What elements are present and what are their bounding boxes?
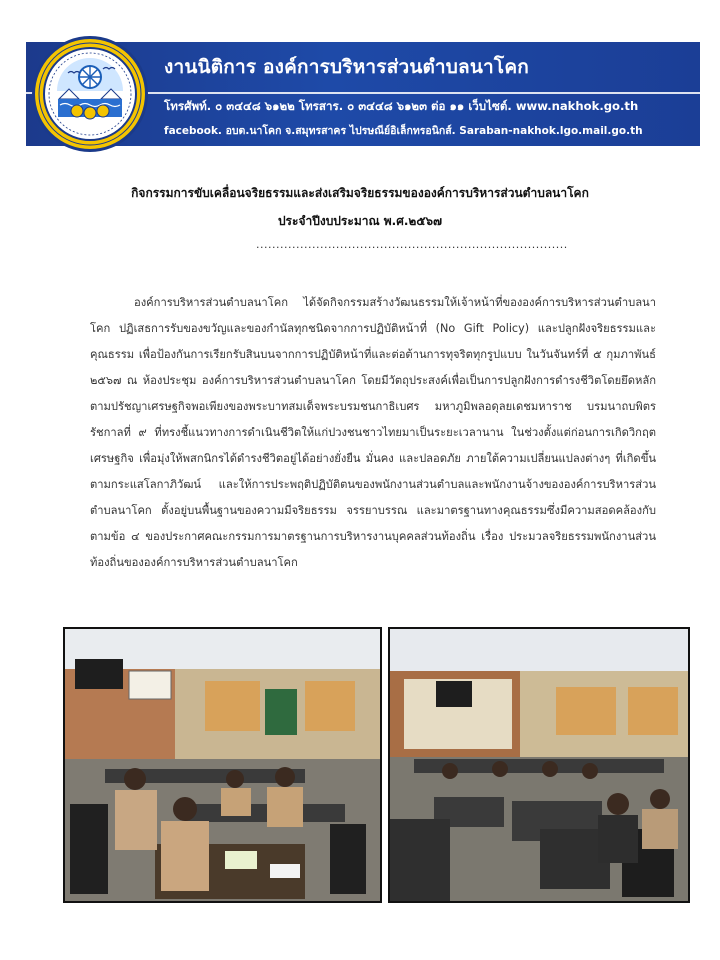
header-banner bbox=[26, 42, 700, 146]
banner-title: งานนิติการ องค์การบริหารส่วนตำบลนาโคก bbox=[164, 56, 529, 78]
title-separator: .............................................................................. bbox=[256, 238, 568, 251]
meeting-room-photo-1 bbox=[63, 627, 382, 903]
document-body: องค์การบริหารส่วนตำบลนาโคก ได้จัดกิจกรรมสร้างวัฒนธรรมให้เจ้าหน้าที่ขององค์การบริหารส่วนตำบลนาโคก ปฏิเสธการรับของขวัญและของกำนัลทุกชนิดจากการปฏิบัติหน้าที่ (No Gift Policy) และปลูกฝังจริยธรรมและคุณธรรม เพื่อป้องกันการเรียกรับสินบนจากการปฏิบัติหน้าที่และต่อต้านการทุจริตทุกรูปแบบ ในวันจันทร์ที่ ๕ กุมภาพันธ์ ๒๕๖๗ ณ ห้องประชุม องค์การบริหารส่วนตำบลนาโคก โดยมีวัตถุประสงค์เพื่อเป็นการปลูกฝังการดำรงชีวิตโดยยึดหลักตามปรัชญาเศรษฐกิจพอเพียงของพระบาทสมเด็จพระบรมชนกาธิเบศร มหาภูมิพลอดุลยเดชมหาราช บรมนาถบพิตร รัชกาลที่ ๙ ที่ทรงชี้แนวทางการดำเนินชีวิตให้แก่ปวงชนชาวไทยมาเป็นระยะเวลานาน ในช่วงตั้งแต่ก่อนการเกิดวิกฤตเศรษฐกิจ เพื่อมุ่งให้พสกนิกรได้ดำรงชีวิตอยู่ได้อย่างยั่งยืน มั่นคง และปลอดภัย ภายใต้ความเปลี่ยนแปลงต่างๆ ที่เกิดขึ้นตามกระแสโลกาภิวัฒน์ และให้การประพฤติปฏิบัติตนของพนักงานส่วนตำบลและพนักงานจ้างขององค์การบริหารส่วนตำบลนาโคก ตั้งอยู่บนพื้นฐานของความมีจริยธรรม จรรยาบรรณ และมาตรฐานทางคุณธรรมซึ่งมีความสอดคล้องกับตามข้อ ๔ ของประกาศคณะกรรมการมาตรฐานการบริหารงานบุคคลส่วนท้องถิ่น เรื่อง ประมวลจริยธรรมพนักงานส่วนท้องถิ่นขององค์การบริหารส่วนตำบลนาโคก bbox=[90, 296, 656, 569]
document-subtitle: ประจำปีงบประมาณ พ.ศ.๒๕๖๗ bbox=[277, 214, 443, 228]
banner-contact-social-email: facebook. อบต.นาโคก จ.สมุทรสาคร ไปรษณีย์อิเล็กทรอนิกส์. Saraban-nakhok.lgo.mail.go.th bbox=[164, 125, 643, 137]
organization-logo bbox=[32, 36, 148, 152]
banner-contact-phone-website: โทรศัพท์. ๐ ๓๔๔๘ ๖๑๒๒ โทรสาร. ๐ ๓๔๔๘ ๖๑๒๓ ต่อ ๑๑ เว็บไซต์. www.nakhok.go.th bbox=[164, 99, 639, 113]
document-title: กิจกรรมการขับเคลื่อนจริยธรรมและส่งเสริมจริยธรรมขององค์การบริหารส่วนตำบลนาโคก bbox=[131, 186, 589, 200]
organization-seal-icon bbox=[35, 39, 145, 149]
meeting-photo-right-image bbox=[390, 629, 688, 901]
meeting-photo-left-image bbox=[65, 629, 380, 901]
meeting-room-photo-2 bbox=[388, 627, 690, 903]
